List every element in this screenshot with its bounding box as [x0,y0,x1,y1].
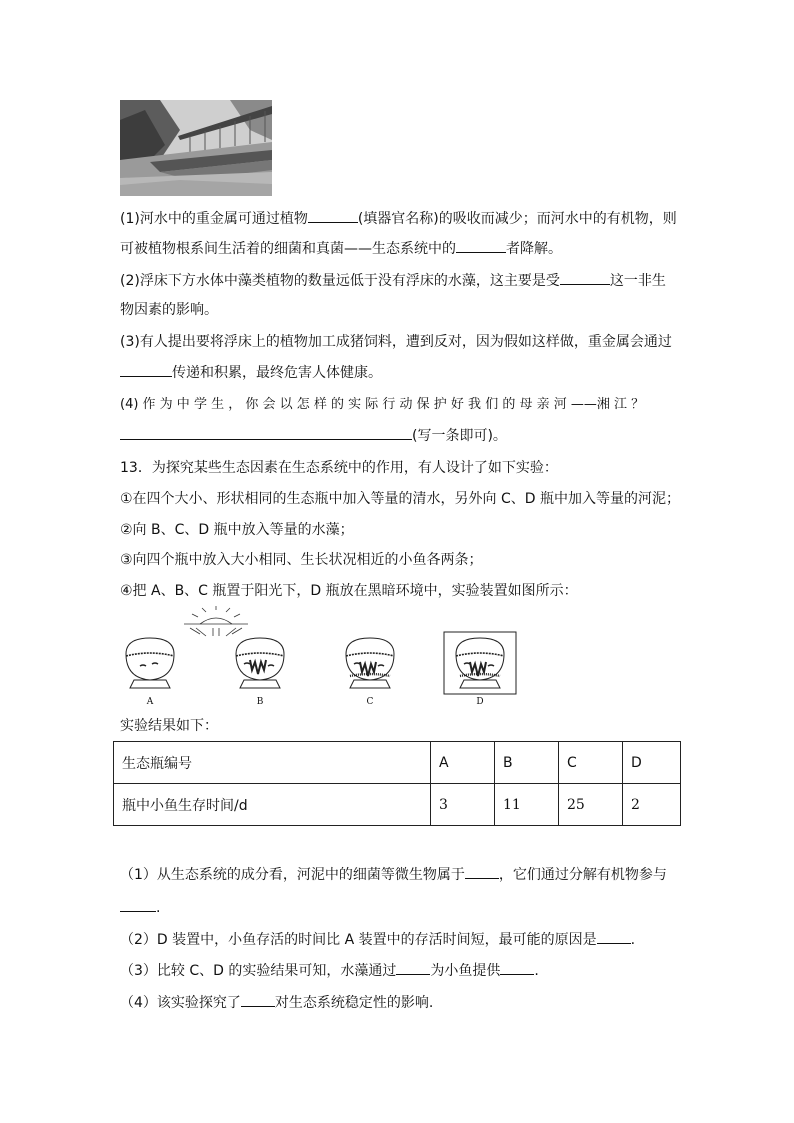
jar-b [236,638,284,688]
question-4: (4) 作 为 中 学 生 ， 你 会 以 怎 样 的 实 际 行 动 保 护 好 我 们 的 母 亲 河 ——湘 江 ？ [120,397,645,412]
answer-blank[interactable] [120,362,172,377]
sub-question-2: （2）D 装置中，小鱼存活的时间比 A 装置中的存活时间短，最可能的原因是 . [120,929,635,950]
answer-blank[interactable] [456,238,506,253]
table-cell: C [559,742,623,784]
table-cell: A [431,742,495,784]
answer-blank[interactable] [241,992,275,1007]
table-cell: 生态瓶编号 [114,742,431,784]
answer-blank[interactable] [500,960,534,975]
table-row [114,784,681,826]
question-2: (2)浮床下方水体中藻类植物的数量远低于没有浮床的水藻，这主要是受 这一非生 [120,270,666,291]
jar-label-a: A [146,697,154,707]
floating-bed-photo [120,100,272,196]
result-caption: 实验结果如下： [120,718,218,734]
question-1-cont: 可被植物根系间生活着的细菌和真菌——生态系统中的 者降解。 [120,238,562,259]
jar-label-c: C [366,697,374,707]
table-cell: B [495,742,559,784]
jar-label-d: D [476,697,484,707]
jar-a [126,638,174,688]
question-3: (3)有人提出要将浮床上的植物加工成猪饲料，遭到反对，因为假如这样做，重金属会通过 [120,334,672,350]
question-2-cont: 物因素的影响。 [120,302,218,318]
step-2: ②向 B、C、D 瓶中放入等量的水藻； [120,522,354,538]
answer-blank[interactable] [308,208,358,223]
answer-blank[interactable] [560,270,610,285]
table-cell: 25 [559,784,623,826]
step-3: ③向四个瓶中放入大小相同、生长状况相近的小鱼各两条； [120,552,483,568]
jar-label-b: B [256,697,264,707]
table-cell: 11 [495,784,559,826]
answer-blank[interactable] [396,960,430,975]
question-1: (1)河水中的重金属可通过植物 (填器官名称)的吸收而减少；而河水中的有机物，则 [120,208,677,229]
answer-blank[interactable] [120,897,156,912]
question-3-cont: 传递和积累，最终危害人体健康。 [120,362,382,383]
table-cell: 2 [623,784,681,826]
step-4: ④把 A、B、C 瓶置于阳光下，D 瓶放在黑暗环境中，实验装置如图所示： [120,583,578,599]
answer-blank[interactable] [597,929,631,944]
sub-question-3: （3）比较 C、D 的实验结果可知，水藻通过 为小鱼提供 . [120,960,539,981]
result-table [113,741,681,826]
sun-icon [184,606,248,636]
table-row [114,742,681,784]
table-cell: 瓶中小鱼生存时间/d [114,784,431,826]
table-cell: D [623,742,681,784]
sub-question-4: （4）该实验探究了 对生态系统稳定性的影响. [120,992,433,1013]
question-13-intro: 13．为探究某些生态因素在生态系统中的作用，有人设计了如下实验： [120,460,558,476]
answer-blank[interactable] [120,425,412,440]
question-4-cont: (写一条即可)。 [120,425,507,446]
table-cell: 3 [431,784,495,826]
sub-question-1-cont: . [120,897,160,918]
answer-blank[interactable] [465,864,499,879]
jar-d [444,632,516,694]
step-1: ①在四个大小、形状相同的生态瓶中加入等量的清水，另外向 C、D 瓶中加入等量的河泥； [120,491,681,507]
jar-c [346,638,394,688]
experiment-apparatus-figure [118,604,538,710]
sub-question-1: （1）从生态系统的成分看，河泥中的细菌等微生物属于 ，它们通过分解有机物参与 [120,864,667,885]
